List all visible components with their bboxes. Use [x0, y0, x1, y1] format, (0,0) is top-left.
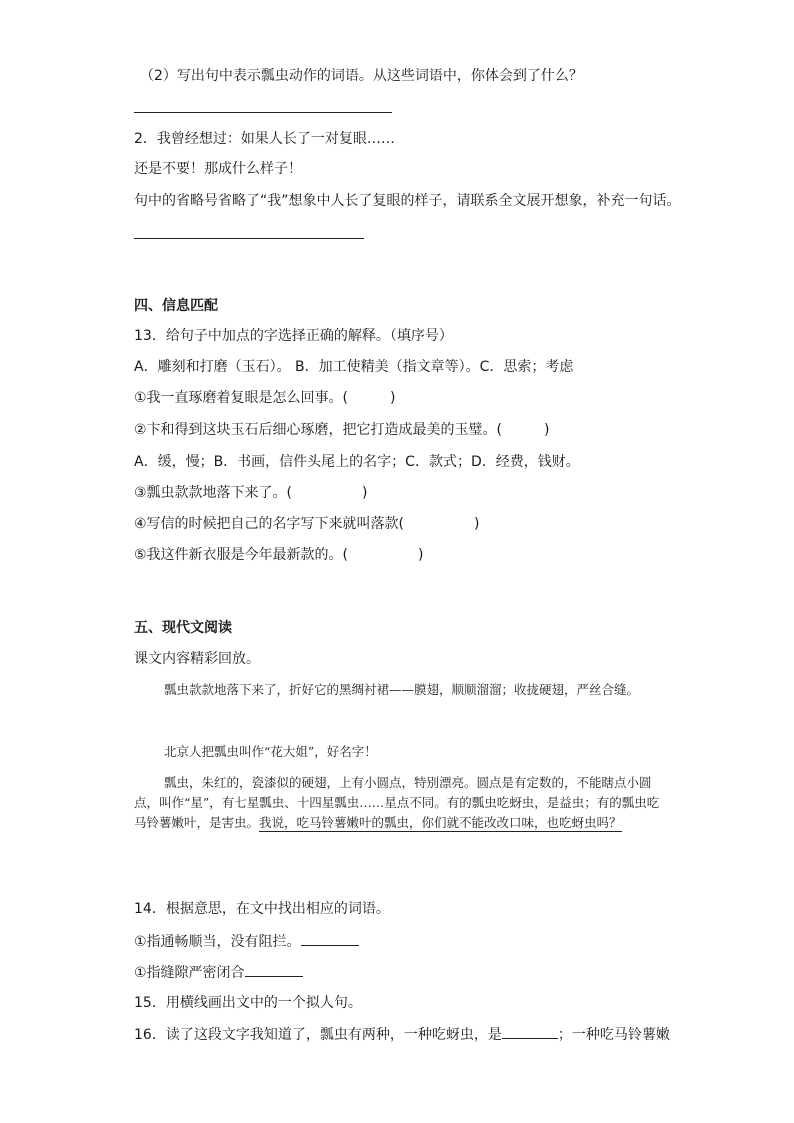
section-heading-5: 五、现代文阅读: [134, 620, 232, 636]
sentence-3[interactable]: ③瓢虫款款地落下来了。( ): [134, 485, 368, 501]
sentence-2[interactable]: ②卞和得到这块玉石后细心琢磨，把它打造成最美的玉璧。( ): [134, 422, 550, 438]
question-14: 14．根据意思，在文中找出相应的词语。: [134, 901, 390, 917]
options-b: A．缓，慢；B．书画，信件头尾上的名字；C．款式；D．经费，钱财。: [134, 454, 580, 470]
passage-paragraph-3: [134, 773, 660, 833]
question-14-a: ①指通畅顺当，没有阻拦。: [134, 931, 359, 952]
answer-blank[interactable]: [301, 931, 359, 946]
answer-line[interactable]: [134, 238, 364, 239]
question-16: 16．读了这段文字我知道了，瓢虫有两种，一种吃蚜虫，是 ；一种吃马铃薯嫩: [134, 1024, 670, 1045]
sentence-5[interactable]: ⑤我这件新衣服是今年最新款的。( ): [134, 547, 424, 563]
question-14-b: ①指缝隙严密闭合: [134, 962, 303, 983]
sentence-1[interactable]: ①我一直琢磨着复眼是怎么回事。( ): [134, 390, 396, 406]
answer-blank[interactable]: [502, 1024, 558, 1039]
question-2-line-1: 2．我曾经想过：如果人长了一对复眼……: [134, 131, 395, 147]
sub-question-2: （2）写出句中表示瓢虫动作的词语。从这些词语中，你体会到了什么？: [140, 68, 583, 84]
passage-paragraph-1: 瓢虫款款地落下来了，折好它的黑绸衬裙——膜翅，顺顺溜溜；收拢硬翅，严丝合缝。: [164, 682, 640, 697]
section-heading-4: 四、信息匹配: [134, 298, 218, 314]
question-2-line-3: 句中的省略号省略了“我”想象中人长了复眼的样子，请联系全文展开想象，补充一句话。: [134, 193, 681, 209]
question-15: 15．用横线画出文中的一个拟人句。: [134, 995, 362, 1011]
answer-line[interactable]: [134, 112, 392, 113]
question-13: 13．给句子中加点的字选择正确的解释。（填序号）: [134, 328, 453, 344]
answer-blank[interactable]: [245, 962, 303, 977]
sentence-4[interactable]: ④写信的时候把自己的名字写下来就叫落款( ): [134, 516, 480, 532]
passage-paragraph-2: 北京人把瓢虫叫作“花大姐”，好名字！: [164, 744, 377, 759]
passage-text: 瓢虫，朱红的，瓷漆似的硬翅，上有小圆点，特别漂亮。圆点是有定数的，不能瞎点小圆点，叫作“星”，有七星瓢虫、十四星瓢虫……星点不同。有的瓢虫吃蚜虫，是益虫；有的瓢虫吃马铃薯嫩叶，是害虫。: [134, 775, 660, 830]
options-a: A．雕刻和打磨（玉石）。 B．加工使精美（指文章等）。C．思索；考虑: [134, 359, 574, 375]
underlined-sentence: 我说，吃马铃薯嫩叶的瓢虫，你们就不能改改口味，也吃蚜虫吗？: [259, 815, 622, 830]
passage-intro: 课文内容精彩回放。: [134, 651, 260, 667]
question-2-line-2: 还是不要！那成什么样子！: [134, 161, 302, 177]
